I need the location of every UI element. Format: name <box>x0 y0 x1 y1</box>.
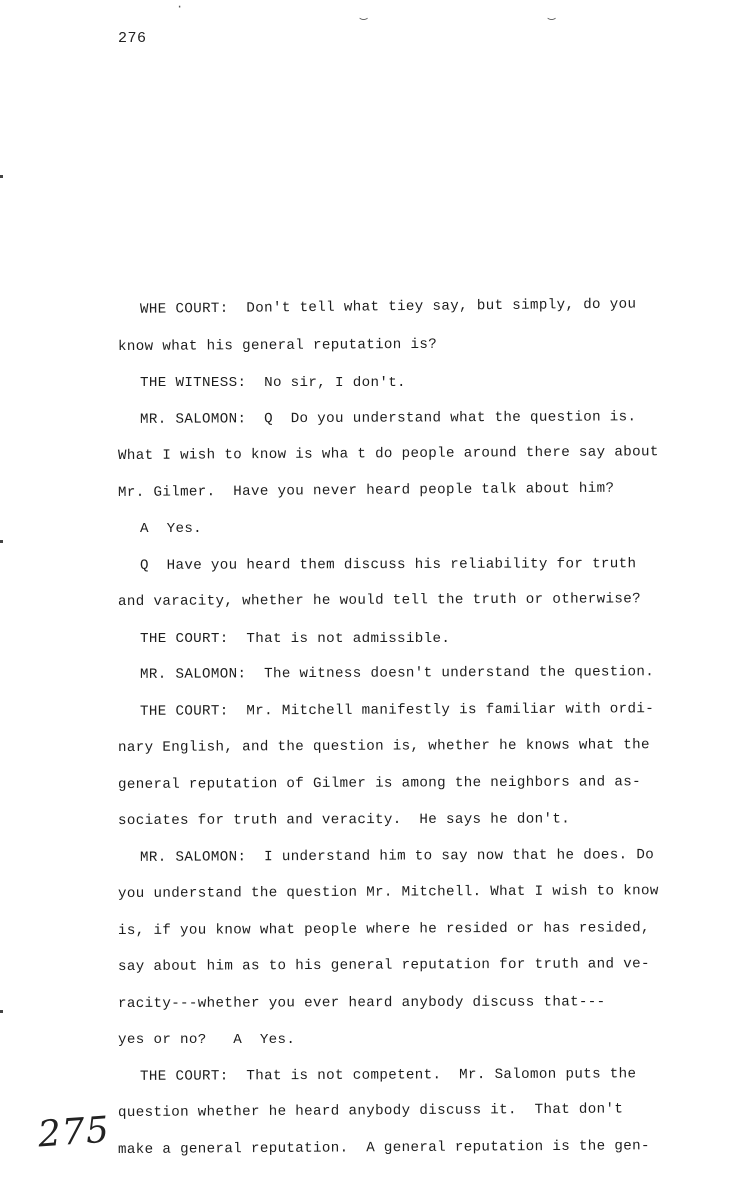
transcript-line: THE WITNESS: No sir, I don't. <box>140 375 406 391</box>
transcript-line: general reputation of Gilmer is among the neighbors and as- <box>117 773 642 793</box>
transcript-line: A Yes. <box>140 521 203 537</box>
transcript-line: yes or no? A Yes. <box>118 1032 296 1048</box>
margin-mark <box>0 1010 3 1013</box>
transcript-line: WHE COURT: Don't tell what tiey say, but simply, do you <box>139 296 637 318</box>
transcript-line: THE COURT: That is not admissible. <box>140 630 451 647</box>
transcript-line: MR. SALOMON: I understand him to say now that he does. Do <box>139 846 655 866</box>
transcript-line: What I wish to know is wha t do people around there say about <box>117 444 659 464</box>
scan-mark: ‿ <box>360 7 368 21</box>
scan-mark: ‿ <box>548 7 556 21</box>
handwritten-page-number: 275 <box>36 1109 112 1156</box>
transcript-line: and varacity, whether he would tell the truth or otherwise? <box>117 591 642 610</box>
transcript-line: nary English, and the question is, whether he knows what the <box>117 737 650 756</box>
transcript-line: know what his general reputation is? <box>117 336 438 355</box>
transcript-line: you understand the question Mr. Mitchell. What I wish to know <box>117 883 659 902</box>
transcript-line: make a general reputation. A general reputation is the gen- <box>117 1137 650 1158</box>
transcript-line: THE COURT: That is not competent. Mr. Salomon puts the <box>139 1065 637 1085</box>
transcript-line: racity---whether you ever heard anybody discuss that--- <box>117 993 606 1012</box>
transcript-line: MR. SALOMON: Q Do you understand what the question is. <box>139 408 637 428</box>
transcript-body <box>118 292 708 1168</box>
scan-mark: · <box>176 0 184 14</box>
transcript-line: MR. SALOMON: The witness doesn't understand the question. <box>139 664 655 683</box>
transcript-line: sociates for truth and veracity. He says he don't. <box>117 811 571 829</box>
transcript-line: Mr. Gilmer. Have you never heard people talk about him? <box>117 480 615 501</box>
transcript-line: is, if you know what people where he resided or has resided, <box>117 919 650 939</box>
margin-mark <box>0 540 3 543</box>
transcript-line: question whether he heard anybody discuss it. That don't <box>117 1101 624 1121</box>
transcript-line: Q Have you heard them discuss his reliability for truth <box>139 555 637 574</box>
margin-mark <box>0 175 3 178</box>
transcript-line: say about him as to his general reputation for truth and ve- <box>117 956 650 975</box>
page-number: 276 <box>118 30 147 47</box>
transcript-line: THE COURT: Mr. Mitchell manifestly is familiar with ordi- <box>139 700 655 720</box>
